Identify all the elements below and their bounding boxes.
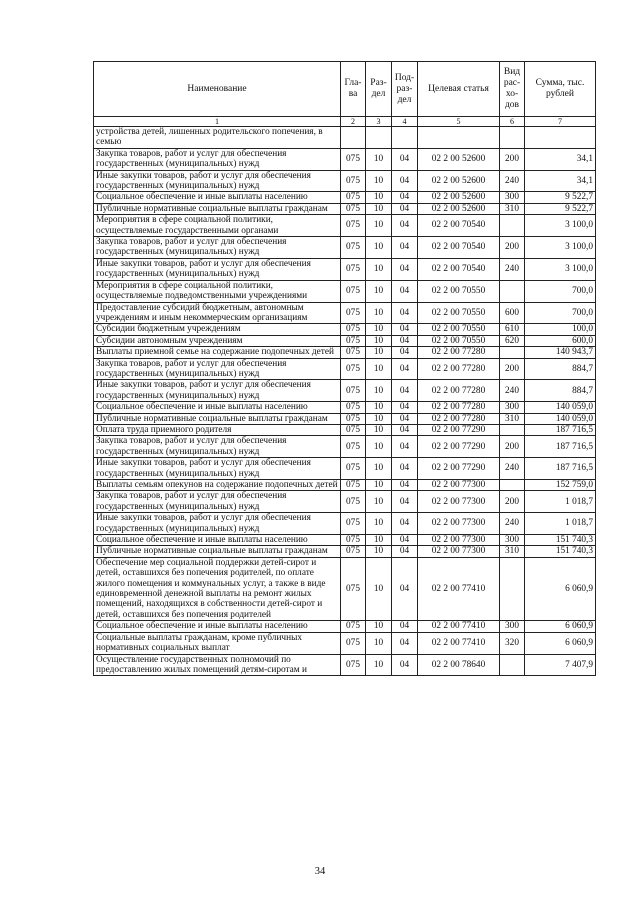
row-name-cell: устройства детей, лишенных родительского попечения, в семью	[94, 127, 341, 149]
row-amount-cell: 152 759,0	[525, 480, 596, 491]
row-section-cell: 10	[366, 424, 392, 435]
table-row	[94, 480, 596, 491]
row-name-cell: Публичные нормативные социальные выплаты гражданам	[94, 203, 341, 214]
row-target-article-cell: 02 2 00 77300	[418, 480, 500, 491]
row-chapter-cell: 075	[341, 491, 366, 513]
row-name-cell: Субсидии бюджетным учреждениям	[94, 324, 341, 335]
header-chapter: Гла-ва	[341, 62, 366, 117]
row-chapter-cell: 075	[341, 192, 366, 203]
row-chapter-cell: 075	[341, 280, 366, 302]
row-name-cell: Мероприятия в сфере социальной политики, осуществляемые подведомственными учреждениями	[94, 280, 341, 302]
row-target-article-cell: 02 2 00 52600	[418, 192, 500, 203]
column-number: 1	[94, 117, 341, 127]
row-expense-type-cell: 600	[500, 302, 525, 324]
row-section-cell: 10	[366, 491, 392, 513]
row-name-cell: Оплата труда приемного родителя	[94, 424, 341, 435]
row-amount-cell: 6 060,9	[525, 557, 596, 620]
row-section-cell: 10	[366, 557, 392, 620]
table-row	[94, 380, 596, 402]
column-number: 3	[366, 117, 392, 127]
row-subsection-cell: 04	[392, 192, 418, 203]
row-subsection-cell: 04	[392, 491, 418, 513]
row-target-article-cell: 02 2 00 52600	[418, 148, 500, 170]
row-chapter-cell: 075	[341, 513, 366, 535]
row-section-cell: 10	[366, 258, 392, 280]
row-amount-cell: 151 740,3	[525, 546, 596, 557]
row-expense-type-cell: 310	[500, 203, 525, 214]
header-amount: Сумма, тыс. рублей	[525, 62, 596, 117]
row-name-cell: Закупка товаров, работ и услуг для обеспечения государственных (муниципальных) нужд	[94, 237, 341, 259]
row-target-article-cell: 02 2 00 52600	[418, 170, 500, 192]
row-expense-type-cell: 240	[500, 258, 525, 280]
row-section-cell: 10	[366, 546, 392, 557]
row-target-article-cell: 02 2 00 70540	[418, 237, 500, 259]
table-row	[94, 258, 596, 280]
table-body	[94, 127, 596, 676]
row-amount-cell: 3 100,0	[525, 258, 596, 280]
row-expense-type-cell	[500, 557, 525, 620]
row-section-cell: 10	[366, 654, 392, 676]
row-amount-cell: 600,0	[525, 335, 596, 346]
row-expense-type-cell	[500, 424, 525, 435]
table-row	[94, 215, 596, 237]
row-section-cell: 10	[366, 358, 392, 380]
table-row	[94, 491, 596, 513]
row-chapter-cell: 075	[341, 380, 366, 402]
row-section-cell: 10	[366, 324, 392, 335]
row-chapter-cell: 075	[341, 621, 366, 632]
row-chapter-cell: 075	[341, 535, 366, 546]
row-chapter-cell: 075	[341, 557, 366, 620]
table-row	[94, 347, 596, 358]
row-chapter-cell: 075	[341, 203, 366, 214]
table-row	[94, 127, 596, 149]
row-target-article-cell: 02 2 00 77280	[418, 358, 500, 380]
row-section-cell: 10	[366, 280, 392, 302]
row-chapter-cell: 075	[341, 480, 366, 491]
row-name-cell: Социальное обеспечение и иные выплаты населению	[94, 621, 341, 632]
row-expense-type-cell: 200	[500, 491, 525, 513]
table-row	[94, 546, 596, 557]
row-chapter-cell: 075	[341, 546, 366, 557]
row-expense-type-cell: 610	[500, 324, 525, 335]
table-row	[94, 458, 596, 480]
row-target-article-cell: 02 2 00 77300	[418, 546, 500, 557]
row-subsection-cell: 04	[392, 424, 418, 435]
row-expense-type-cell: 240	[500, 513, 525, 535]
row-amount-cell: 1 018,7	[525, 513, 596, 535]
row-expense-type-cell: 310	[500, 413, 525, 424]
row-expense-type-cell: 200	[500, 148, 525, 170]
row-chapter-cell: 075	[341, 335, 366, 346]
row-name-cell: Социальное обеспечение и иные выплаты населению	[94, 402, 341, 413]
row-expense-type-cell: 300	[500, 621, 525, 632]
row-section-cell: 10	[366, 632, 392, 654]
row-chapter-cell: 075	[341, 402, 366, 413]
row-section-cell: 10	[366, 215, 392, 237]
table-row	[94, 557, 596, 620]
row-section-cell: 10	[366, 335, 392, 346]
row-subsection-cell: 04	[392, 237, 418, 259]
row-chapter-cell: 075	[341, 302, 366, 324]
row-section-cell: 10	[366, 237, 392, 259]
row-expense-type-cell	[500, 215, 525, 237]
row-name-cell: Обеспечение мер социальной поддержки детей-сирот и детей, оставшихся без попечения родителей, по оплате жилого помещения и коммунальных услуг, а также в виде единовременной денежной выплаты на ремонт жилых помещений, находящихся в собственности детей-сирот и детей, оставшихся без попечения родителей	[94, 557, 341, 620]
row-subsection-cell: 04	[392, 413, 418, 424]
row-chapter-cell: 075	[341, 170, 366, 192]
row-subsection-cell: 04	[392, 258, 418, 280]
row-target-article-cell	[418, 127, 500, 149]
row-amount-cell: 884,7	[525, 358, 596, 380]
row-target-article-cell: 02 2 00 70550	[418, 335, 500, 346]
row-chapter-cell: 075	[341, 258, 366, 280]
row-section-cell: 10	[366, 302, 392, 324]
row-target-article-cell: 02 2 00 70550	[418, 302, 500, 324]
table-row	[94, 358, 596, 380]
row-target-article-cell: 02 2 00 77300	[418, 491, 500, 513]
row-section-cell: 10	[366, 203, 392, 214]
table-row	[94, 302, 596, 324]
row-chapter-cell: 075	[341, 347, 366, 358]
row-subsection-cell: 04	[392, 148, 418, 170]
row-expense-type-cell: 300	[500, 402, 525, 413]
row-name-cell: Публичные нормативные социальные выплаты гражданам	[94, 413, 341, 424]
row-expense-type-cell	[500, 280, 525, 302]
row-name-cell: Осуществление государственных полномочий по предоставлению жилых помещений детям-сиротам и	[94, 654, 341, 676]
row-subsection-cell: 04	[392, 621, 418, 632]
column-number: 5	[418, 117, 500, 127]
row-subsection-cell: 04	[392, 324, 418, 335]
row-target-article-cell: 02 2 00 77300	[418, 513, 500, 535]
row-name-cell: Иные закупки товаров, работ и услуг для обеспечения государственных (муниципальных) нужд	[94, 380, 341, 402]
table-row	[94, 203, 596, 214]
row-expense-type-cell: 300	[500, 535, 525, 546]
header-target-article: Целевая статья	[418, 62, 500, 117]
row-name-cell: Социальные выплаты гражданам, кроме публичных нормативных социальных выплат	[94, 632, 341, 654]
row-chapter-cell: 075	[341, 148, 366, 170]
row-amount-cell: 3 100,0	[525, 237, 596, 259]
row-amount-cell: 9 522,7	[525, 203, 596, 214]
column-number: 6	[500, 117, 525, 127]
row-amount-cell: 7 407,9	[525, 654, 596, 676]
row-section-cell: 10	[366, 192, 392, 203]
row-name-cell: Выплаты приемной семье на содержание подопечных детей	[94, 347, 341, 358]
row-section-cell: 10	[366, 535, 392, 546]
row-subsection-cell: 04	[392, 458, 418, 480]
row-section-cell	[366, 127, 392, 149]
row-subsection-cell: 04	[392, 436, 418, 458]
row-expense-type-cell: 310	[500, 546, 525, 557]
row-chapter-cell: 075	[341, 413, 366, 424]
row-name-cell: Иные закупки товаров, работ и услуг для обеспечения государственных (муниципальных) нужд	[94, 458, 341, 480]
row-name-cell: Закупка товаров, работ и услуг для обеспечения государственных (муниципальных) нужд	[94, 491, 341, 513]
column-number: 7	[525, 117, 596, 127]
row-amount-cell: 9 522,7	[525, 192, 596, 203]
row-amount-cell: 187 716,5	[525, 424, 596, 435]
row-target-article-cell: 02 2 00 77280	[418, 347, 500, 358]
row-target-article-cell: 02 2 00 70540	[418, 258, 500, 280]
row-chapter-cell: 075	[341, 324, 366, 335]
column-number: 2	[341, 117, 366, 127]
row-section-cell: 10	[366, 621, 392, 632]
row-expense-type-cell: 240	[500, 458, 525, 480]
row-name-cell: Закупка товаров, работ и услуг для обеспечения государственных (муниципальных) нужд	[94, 436, 341, 458]
table-row	[94, 654, 596, 676]
row-subsection-cell: 04	[392, 632, 418, 654]
row-chapter-cell	[341, 127, 366, 149]
row-amount-cell: 3 100,0	[525, 215, 596, 237]
row-section-cell: 10	[366, 380, 392, 402]
header-subsection: Под-раз-дел	[392, 62, 418, 117]
row-name-cell: Закупка товаров, работ и услуг для обеспечения государственных (муниципальных) нужд	[94, 148, 341, 170]
row-name-cell: Иные закупки товаров, работ и услуг для обеспечения государственных (муниципальных) нужд	[94, 513, 341, 535]
row-name-cell: Иные закупки товаров, работ и услуг для обеспечения государственных (муниципальных) нужд	[94, 258, 341, 280]
row-target-article-cell: 02 2 00 70550	[418, 324, 500, 335]
row-target-article-cell: 02 2 00 70540	[418, 215, 500, 237]
row-amount-cell: 140 059,0	[525, 402, 596, 413]
table-row	[94, 436, 596, 458]
row-subsection-cell: 04	[392, 557, 418, 620]
row-subsection-cell: 04	[392, 513, 418, 535]
page-number: 34	[314, 866, 326, 877]
table-row	[94, 413, 596, 424]
row-section-cell: 10	[366, 170, 392, 192]
row-chapter-cell: 075	[341, 458, 366, 480]
row-amount-cell: 140 059,0	[525, 413, 596, 424]
row-expense-type-cell	[500, 347, 525, 358]
row-chapter-cell: 075	[341, 436, 366, 458]
row-target-article-cell: 02 2 00 52600	[418, 203, 500, 214]
row-target-article-cell: 02 2 00 77300	[418, 535, 500, 546]
row-subsection-cell: 04	[392, 347, 418, 358]
row-section-cell: 10	[366, 513, 392, 535]
table-row	[94, 148, 596, 170]
header-section: Раз-дел	[366, 62, 392, 117]
row-chapter-cell: 075	[341, 358, 366, 380]
row-target-article-cell: 02 2 00 77410	[418, 632, 500, 654]
column-number: 4	[392, 117, 418, 127]
row-expense-type-cell	[500, 480, 525, 491]
row-amount-cell	[525, 127, 596, 149]
row-amount-cell: 187 716,5	[525, 458, 596, 480]
row-amount-cell: 6 060,9	[525, 632, 596, 654]
row-subsection-cell: 04	[392, 335, 418, 346]
table-row	[94, 424, 596, 435]
row-target-article-cell: 02 2 00 77410	[418, 557, 500, 620]
table-row	[94, 280, 596, 302]
row-expense-type-cell: 240	[500, 170, 525, 192]
row-target-article-cell: 02 2 00 78640	[418, 654, 500, 676]
table-row	[94, 335, 596, 346]
header-expense-type: Вид рас-хо-дов	[500, 62, 525, 117]
table-row	[94, 402, 596, 413]
row-section-cell: 10	[366, 148, 392, 170]
row-name-cell: Субсидии автономным учреждениям	[94, 335, 341, 346]
row-amount-cell: 34,1	[525, 148, 596, 170]
row-chapter-cell: 075	[341, 215, 366, 237]
row-amount-cell: 6 060,9	[525, 621, 596, 632]
row-section-cell: 10	[366, 347, 392, 358]
row-target-article-cell: 02 2 00 77280	[418, 402, 500, 413]
table-row	[94, 324, 596, 335]
row-expense-type-cell	[500, 127, 525, 149]
row-amount-cell: 1 018,7	[525, 491, 596, 513]
row-name-cell: Социальное обеспечение и иные выплаты населению	[94, 192, 341, 203]
row-subsection-cell: 04	[392, 654, 418, 676]
row-amount-cell: 151 740,3	[525, 535, 596, 546]
row-name-cell: Мероприятия в сфере социальной политики, осуществляемые государственными органами	[94, 215, 341, 237]
table-row	[94, 632, 596, 654]
column-numbers-row	[94, 117, 596, 127]
row-subsection-cell: 04	[392, 402, 418, 413]
row-expense-type-cell: 200	[500, 237, 525, 259]
row-chapter-cell: 075	[341, 424, 366, 435]
row-expense-type-cell: 240	[500, 380, 525, 402]
row-section-cell: 10	[366, 458, 392, 480]
table-row	[94, 192, 596, 203]
row-section-cell: 10	[366, 413, 392, 424]
row-amount-cell: 100,0	[525, 324, 596, 335]
row-target-article-cell: 02 2 00 77290	[418, 424, 500, 435]
row-target-article-cell: 02 2 00 77280	[418, 380, 500, 402]
row-name-cell: Публичные нормативные социальные выплаты гражданам	[94, 546, 341, 557]
row-chapter-cell: 075	[341, 632, 366, 654]
row-subsection-cell: 04	[392, 215, 418, 237]
row-subsection-cell	[392, 127, 418, 149]
table-row	[94, 513, 596, 535]
row-expense-type-cell: 200	[500, 358, 525, 380]
table-row	[94, 535, 596, 546]
row-chapter-cell: 075	[341, 654, 366, 676]
row-name-cell: Предоставление субсидий бюджетным, автономным учреждениям и иным некоммерческим организациям	[94, 302, 341, 324]
row-target-article-cell: 02 2 00 77280	[418, 413, 500, 424]
row-subsection-cell: 04	[392, 546, 418, 557]
row-expense-type-cell: 200	[500, 436, 525, 458]
row-target-article-cell: 02 2 00 77290	[418, 436, 500, 458]
budget-table	[93, 61, 596, 676]
row-target-article-cell: 02 2 00 77410	[418, 621, 500, 632]
table-row	[94, 237, 596, 259]
row-subsection-cell: 04	[392, 358, 418, 380]
row-name-cell: Иные закупки товаров, работ и услуг для обеспечения государственных (муниципальных) нужд	[94, 170, 341, 192]
row-subsection-cell: 04	[392, 170, 418, 192]
row-expense-type-cell: 620	[500, 335, 525, 346]
row-amount-cell: 700,0	[525, 302, 596, 324]
row-target-article-cell: 02 2 00 70550	[418, 280, 500, 302]
row-amount-cell: 884,7	[525, 380, 596, 402]
row-name-cell: Выплаты семьям опекунов на содержание подопечных детей	[94, 480, 341, 491]
row-subsection-cell: 04	[392, 535, 418, 546]
row-amount-cell: 34,1	[525, 170, 596, 192]
row-expense-type-cell	[500, 654, 525, 676]
row-subsection-cell: 04	[392, 302, 418, 324]
row-subsection-cell: 04	[392, 203, 418, 214]
row-section-cell: 10	[366, 402, 392, 413]
table-row	[94, 621, 596, 632]
row-expense-type-cell: 320	[500, 632, 525, 654]
row-amount-cell: 700,0	[525, 280, 596, 302]
row-name-cell: Закупка товаров, работ и услуг для обеспечения государственных (муниципальных) нужд	[94, 358, 341, 380]
header-name: Наименование	[94, 62, 341, 117]
row-chapter-cell: 075	[341, 237, 366, 259]
row-subsection-cell: 04	[392, 380, 418, 402]
row-subsection-cell: 04	[392, 480, 418, 491]
row-target-article-cell: 02 2 00 77290	[418, 458, 500, 480]
row-section-cell: 10	[366, 436, 392, 458]
row-amount-cell: 187 716,5	[525, 436, 596, 458]
row-section-cell: 10	[366, 480, 392, 491]
row-subsection-cell: 04	[392, 280, 418, 302]
row-expense-type-cell: 300	[500, 192, 525, 203]
row-amount-cell: 140 943,7	[525, 347, 596, 358]
header-row	[94, 62, 596, 117]
row-name-cell: Социальное обеспечение и иные выплаты населению	[94, 535, 341, 546]
table-row	[94, 170, 596, 192]
